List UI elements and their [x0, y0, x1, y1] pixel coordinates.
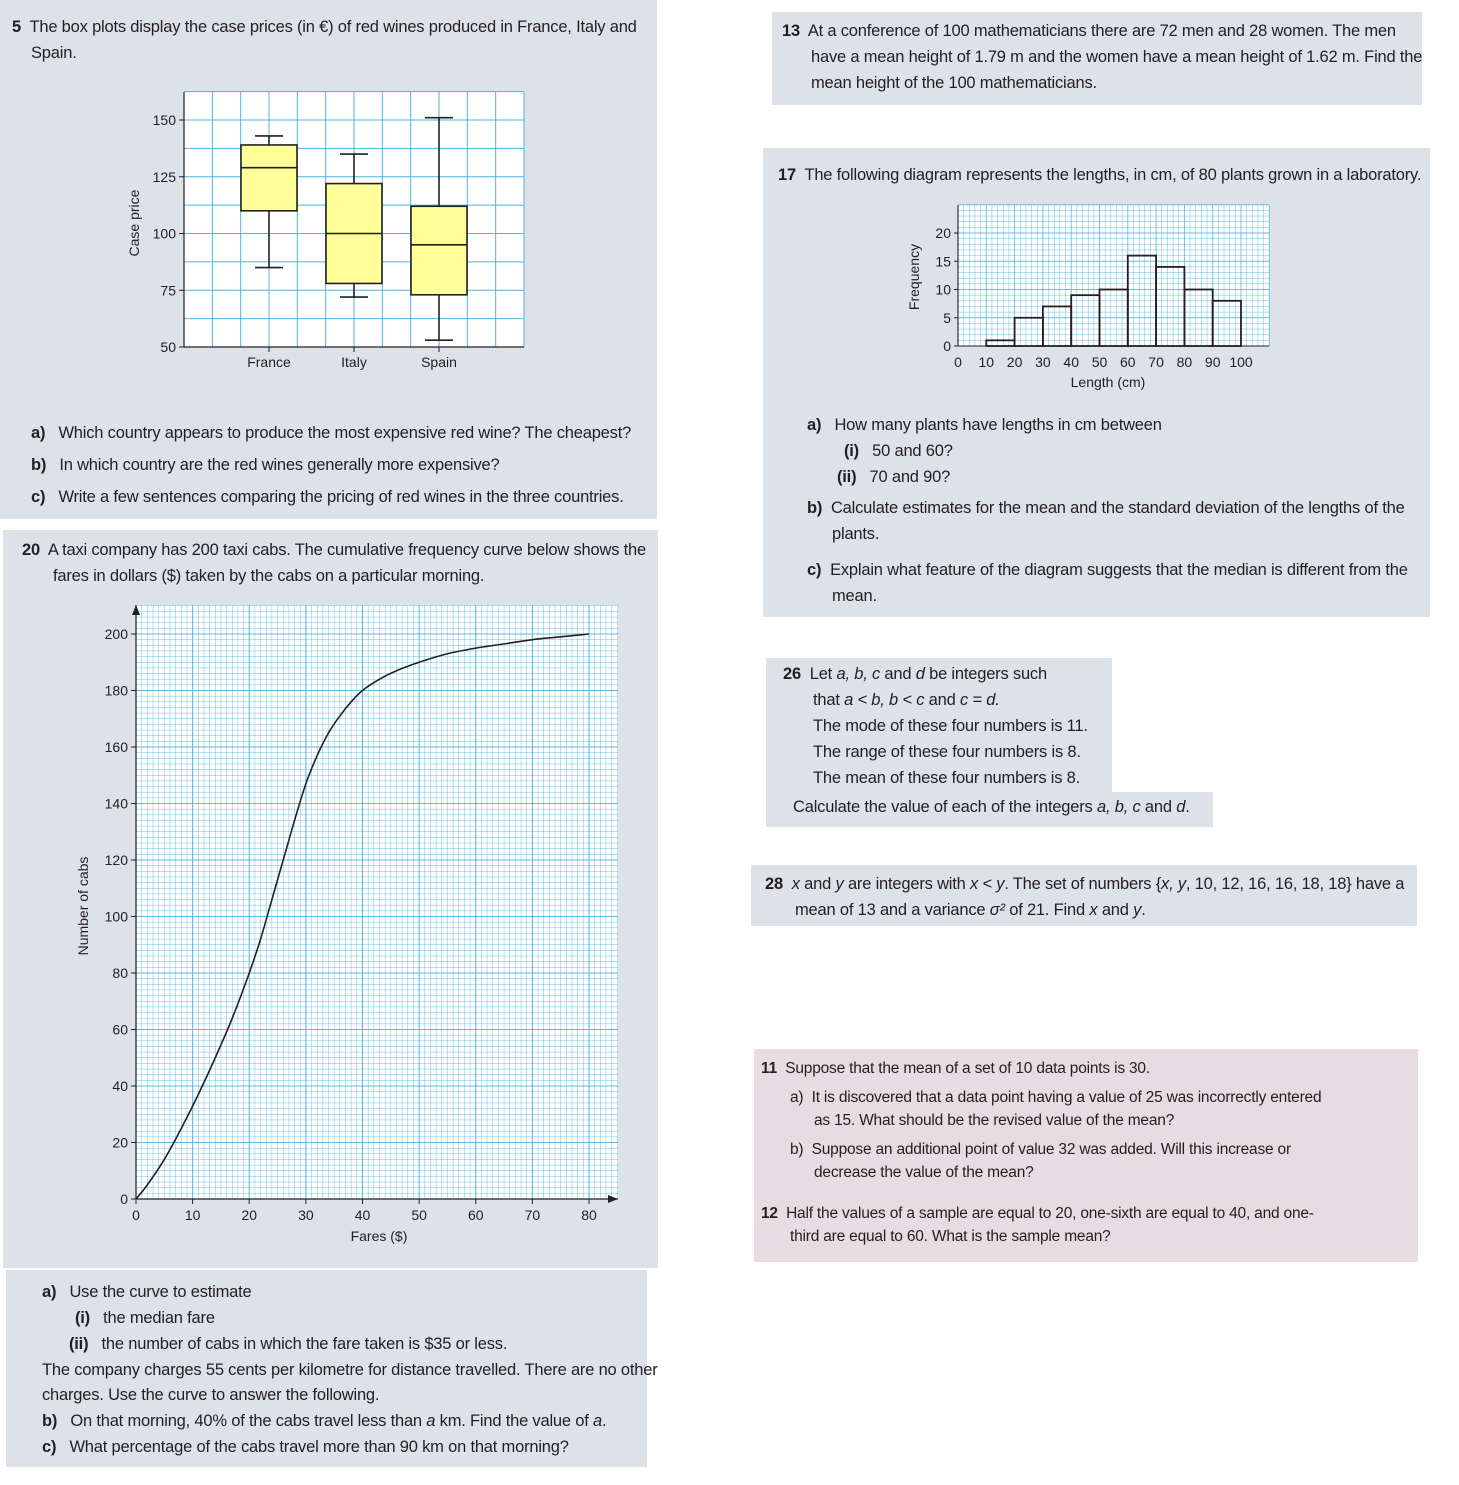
q26-l6-pre: Calculate the value of each of the integers	[793, 798, 1097, 816]
q20-a-ii-text: the number of cabs in which the fare taken is $35 or less.	[101, 1335, 508, 1353]
q28-l1-expr: x < y	[970, 875, 1005, 893]
q12-line1	[761, 1202, 1314, 1226]
x-tick-label: 20	[241, 1207, 258, 1223]
hist-background	[958, 205, 1269, 346]
q17-a-i-label: (i)	[844, 442, 859, 460]
q26-line2	[813, 687, 1000, 713]
q28-l2-a: mean of 13 and a variance	[795, 901, 990, 919]
q20-b-text-end: .	[602, 1412, 607, 1430]
q17-b-text1: Calculate estimates for the mean and the standard deviation of the lengths of the	[830, 499, 1405, 517]
q20-b-text-pre: On that morning, 40% of the cabs travel less than	[70, 1412, 427, 1430]
q20-text2: fares in dollars ($) taken by the cabs on a particular morning.	[53, 567, 485, 585]
q17-a-ii-text: 70 and 90?	[869, 468, 951, 486]
q28-l2-d: .	[1141, 901, 1146, 919]
q13-line1	[782, 18, 1396, 44]
q26-line6	[793, 794, 1190, 820]
q11-a-line2: as 15. What should be the revised value of the mean?	[814, 1112, 1175, 1129]
q26-line4: The range of these four numbers is 8.	[813, 743, 1081, 761]
q20-a-i-label: (i)	[75, 1309, 90, 1327]
y-tick-label: 125	[152, 168, 176, 185]
q17-c-label: c)	[807, 561, 822, 579]
q5-b-label: b)	[31, 456, 47, 474]
q11-part-b	[790, 1138, 1291, 1162]
y-tick-label: 50	[160, 339, 176, 355]
x-tick-label: 90	[1204, 354, 1221, 370]
q26-l1-pre: Let	[809, 665, 837, 683]
x-tick-label: 80	[1176, 354, 1193, 370]
y-tick-label: 10	[935, 281, 951, 298]
y-tick-label: 160	[104, 739, 128, 755]
q20-a-ii-label: (ii)	[69, 1335, 89, 1353]
q5-part-a	[31, 420, 631, 446]
y-tick-label: 0	[120, 1191, 128, 1207]
y-tick-label: 200	[104, 626, 128, 642]
cumulative-frequency-chart	[0, 600, 657, 1265]
q5-a-text: Which country appears to produce the most expensive red wine? The cheapest?	[58, 424, 632, 442]
q5-a-label: a)	[31, 424, 46, 442]
q13-text1: At a conference of 100 mathematicians there are 72 men and 28 women. The men	[807, 22, 1396, 40]
y-tick-label: 15	[935, 253, 951, 270]
box-plot-chart	[0, 80, 657, 380]
q20-mid2: charges. Use the curve to answer the following.	[42, 1386, 380, 1404]
q11-b-text1: Suppose an additional point of value 32 was added. Will this increase or	[811, 1141, 1291, 1158]
y-tick-label: 80	[112, 965, 128, 981]
y-tick-label: 20	[112, 1134, 128, 1151]
q12-text1: Half the values of a sample are equal to 20, one-sixth are equal to 40, and one-	[786, 1205, 1314, 1222]
q20-c-label: c)	[42, 1438, 57, 1456]
x-tick-label: 70	[524, 1207, 541, 1223]
q20-b-var: a	[426, 1412, 436, 1430]
q26-line5: The mean of these four numbers is 8.	[813, 769, 1081, 787]
q20-a-text: Use the curve to estimate	[69, 1283, 252, 1301]
x-tick-label: 0	[132, 1207, 140, 1223]
y-tick-label: 180	[104, 682, 128, 699]
x-tick-label: 30	[1035, 354, 1051, 370]
q20-c-text: What percentage of the cabs travel more than 90 km on that morning?	[69, 1438, 569, 1456]
y-tick-label: 100	[104, 908, 128, 925]
q5-line1	[12, 14, 637, 40]
x-axis-label: Fares ($)	[350, 1228, 408, 1244]
q17-part-c	[807, 557, 1408, 583]
x-tick-label: 70	[1148, 354, 1164, 370]
q26-line1	[783, 661, 1047, 687]
q26-l1-end: be integers such	[924, 665, 1047, 683]
q5-c-label: c)	[31, 488, 46, 506]
q20-part-b	[42, 1408, 606, 1434]
q28-l1-b: are integers with	[843, 875, 970, 893]
q28-number: 28	[765, 875, 783, 893]
q26-l6-mid: and	[1140, 798, 1177, 816]
q26-number: 26	[783, 665, 801, 683]
x-axis-label: Length (cm)	[1070, 374, 1146, 390]
x-tick-label: 30	[298, 1207, 314, 1223]
q5-number: 5	[12, 18, 21, 36]
q28-l1-d: , 10, 12, 16, 16, 18, 18} have a	[1185, 875, 1405, 893]
q11-b-line2: decrease the value of the mean?	[814, 1164, 1034, 1181]
y-axis-label: Case price	[126, 189, 142, 257]
q28-l2-v2: y	[1133, 901, 1142, 919]
q20-part-a	[42, 1279, 252, 1305]
y-tick-label: 20	[935, 225, 951, 241]
x-tick-label: 50	[1091, 354, 1108, 370]
q5-text1: The box plots display the case prices (in €) of red wines produced in France, Italy and	[29, 18, 637, 36]
q26-l6-var2: d	[1176, 798, 1186, 816]
q11-a-text1: It is discovered that a data point having a value of 25 was incorrectly entered	[811, 1089, 1322, 1106]
q26-l2-expr2: c = d.	[959, 691, 1000, 709]
q17-a-i-text: 50 and 60?	[872, 442, 953, 460]
q20-text1: A taxi company has 200 taxi cabs. The cumulative frequency curve below shows the	[47, 541, 647, 559]
q28-line1	[765, 871, 1404, 897]
x-tick-label: Spain	[421, 354, 457, 370]
box-france	[241, 145, 297, 211]
x-tick-label: 50	[411, 1207, 427, 1223]
q26-l2-mid: and	[924, 691, 960, 709]
q26-l2-pre: that	[813, 691, 845, 709]
q26-l6-vars: a, b, c	[1096, 798, 1141, 816]
y-tick-label: 120	[104, 852, 128, 868]
q20-b-text-mid: km. Find the value of	[435, 1412, 594, 1430]
y-tick-label: 5	[943, 309, 951, 326]
x-tick-label: 10	[978, 354, 995, 370]
q28-l1-setvars: x, y	[1161, 875, 1186, 893]
q20-part-a-i	[75, 1305, 215, 1331]
q28-l1-a: and	[799, 875, 836, 893]
q28-line2	[795, 897, 1146, 923]
q28-l2-c: and	[1097, 901, 1134, 919]
x-tick-label: 100	[1229, 354, 1253, 370]
y-tick-label: 75	[160, 282, 176, 299]
q13-line3: mean height of the 100 mathematicians.	[811, 74, 1097, 92]
q20-line2	[53, 563, 484, 589]
q5-part-c	[31, 484, 624, 510]
q11-b-label: b)	[790, 1141, 804, 1158]
q28-l1-v2: y	[835, 875, 844, 893]
q17-c-text1: Explain what feature of the diagram suggests that the median is different from the	[830, 561, 1408, 579]
y-tick-label: 150	[152, 112, 176, 128]
x-tick-label: 20	[1006, 354, 1023, 370]
q20-part-a-ii	[69, 1331, 507, 1357]
q17-number: 17	[778, 166, 796, 184]
y-tick-label: 60	[112, 1021, 128, 1038]
x-tick-label: 0	[954, 354, 962, 370]
x-tick-label: 80	[581, 1207, 597, 1223]
q17-c-line2: mean.	[832, 587, 877, 605]
q17-line1	[778, 162, 1421, 188]
x-tick-label: 10	[184, 1207, 201, 1223]
q17-part-a	[807, 412, 1162, 438]
histogram-chart	[900, 196, 1320, 406]
x-tick-label: 60	[467, 1207, 484, 1223]
q11-number: 11	[761, 1060, 777, 1077]
q11-text: Suppose that the mean of a set of 10 data points is 30.	[785, 1060, 1150, 1077]
q5-part-b	[31, 452, 500, 478]
q13-line2: have a mean height of 1.79 m and the women have a mean height of 1.62 m. Find the	[811, 48, 1423, 66]
q17-a-label: a)	[807, 416, 822, 434]
q20-a-i-text: the median fare	[103, 1309, 215, 1327]
y-tick-label: 40	[112, 1078, 128, 1094]
y-axis-label: Frequency	[906, 243, 922, 311]
q20-mid1: The company charges 55 cents per kilometre for distance travelled. There are no other	[42, 1361, 658, 1379]
q28-l2-v1: x	[1089, 901, 1098, 919]
q26-l1-mid: and	[880, 665, 916, 683]
q26-l6-end: .	[1185, 798, 1190, 816]
q26-l1-var2: d	[915, 665, 925, 683]
q20-line1	[22, 537, 646, 563]
q26-line3: The mode of these four numbers is 11.	[813, 717, 1088, 735]
y-tick-label: 0	[943, 338, 951, 354]
q20-b-var2: a	[593, 1412, 602, 1430]
x-tick-label: 60	[1120, 354, 1136, 370]
q12-line2: third are equal to 60. What is the sample mean?	[790, 1228, 1111, 1245]
cf-background	[136, 605, 618, 1199]
q17-a-ii-label: (ii)	[837, 468, 857, 486]
q11-a-label: a)	[790, 1089, 804, 1106]
q17-part-a-ii	[837, 464, 950, 490]
q17-b-line2: plants.	[832, 525, 880, 543]
q28-l2-b: of 21. Find	[1004, 901, 1090, 919]
q26-l2-expr: a < b, b < c	[844, 691, 925, 709]
q11-line1	[761, 1057, 1150, 1081]
y-tick-label: 100	[152, 225, 176, 242]
q5-b-text: In which country are the red wines generally more expensive?	[59, 456, 500, 474]
q28-l2-sigma: σ²	[989, 901, 1005, 919]
y-axis-label: Number of cabs	[75, 856, 91, 956]
box-spain	[411, 206, 467, 295]
q28-l1-c: . The set of numbers {	[1004, 875, 1162, 893]
q26-l1-vars: a, b, c	[836, 665, 881, 683]
q5-line2	[31, 40, 77, 66]
q12-number: 12	[761, 1205, 778, 1222]
q20-part-c	[42, 1434, 569, 1460]
q20-number: 20	[22, 541, 40, 559]
x-tick-label: France	[247, 354, 291, 370]
q13-number: 13	[782, 22, 800, 40]
q5-text2: Spain.	[31, 44, 77, 62]
q17-text1: The following diagram represents the lengths, in cm, of 80 plants grown in a laboratory.	[804, 166, 1422, 184]
q20-b-label: b)	[42, 1412, 58, 1430]
q17-a-text: How many plants have lengths in cm between	[834, 416, 1162, 434]
y-tick-label: 140	[104, 795, 128, 812]
q28-l1-v1: x	[791, 875, 800, 893]
q11-part-a	[790, 1086, 1321, 1110]
q17-part-a-i	[844, 438, 953, 464]
x-tick-label: Italy	[341, 354, 367, 370]
x-tick-label: 40	[1063, 354, 1079, 370]
q17-b-label: b)	[807, 499, 823, 517]
x-tick-label: 40	[354, 1207, 371, 1223]
q17-part-b	[807, 495, 1405, 521]
q5-c-text: Write a few sentences comparing the pricing of red wines in the three countries.	[58, 488, 624, 506]
q20-a-label: a)	[42, 1283, 57, 1301]
